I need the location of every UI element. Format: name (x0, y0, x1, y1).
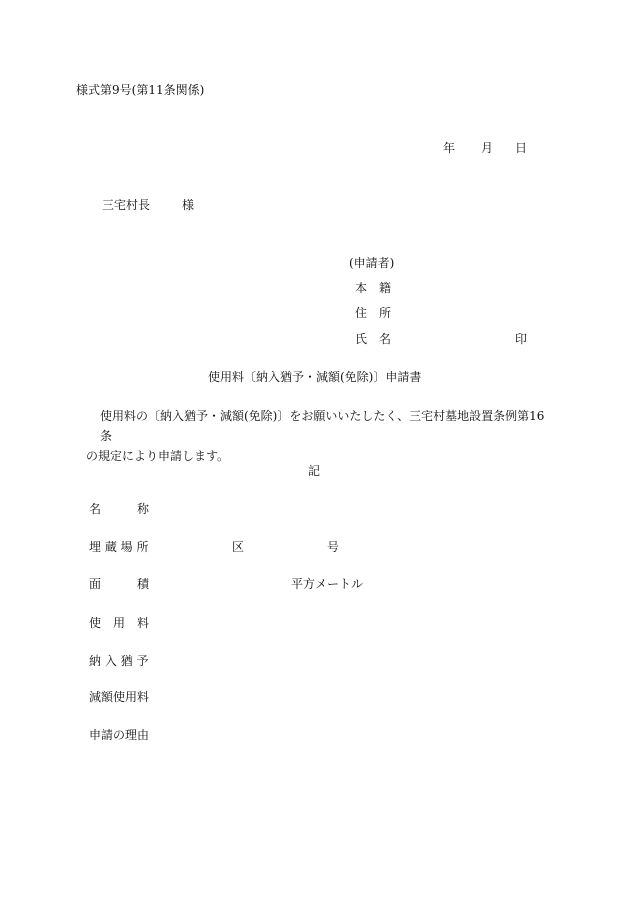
form-number: 様式第9号(第11条関係) (76, 83, 205, 97)
field-area-unit: 平方メートル (291, 577, 364, 591)
document-title: 使用料〔納入猶予・減額(免除)〕申請書 (208, 370, 422, 384)
field-reduced-fee-label: 減額使用料 (89, 690, 150, 704)
body-line-2: の規定により申請します。 (86, 449, 230, 463)
field-ku-label: 区 (232, 540, 245, 554)
field-place-label: 埋 蔵 場 所 (89, 540, 149, 554)
field-name-label: 名 称 (89, 502, 150, 516)
body-paragraph (76, 406, 556, 466)
field-fee-label: 使 用 料 (89, 616, 150, 630)
ki-heading: 記 (308, 464, 321, 478)
body-line-1: 使用料の〔納入猶予・減額(免除)〕をお願いいたしたく、三宅村墓地設置条例第16条 (100, 409, 545, 443)
date-year-label: 年 (443, 141, 456, 155)
seal-mark: 印 (515, 332, 528, 346)
field-defer-label: 納 入 猶 予 (89, 654, 149, 668)
applicant-address-label: 住 所 (355, 306, 392, 320)
addressee-name: 三宅村長 (102, 198, 151, 212)
applicant-heading: (申請者) (349, 256, 395, 270)
date-day-label: 日 (515, 141, 528, 155)
field-reason-label: 申請の理由 (89, 728, 150, 742)
applicant-honseki-label: 本 籍 (355, 281, 392, 295)
applicant-name-label: 氏 名 (355, 332, 392, 346)
field-area-label: 面 積 (89, 577, 150, 591)
date-month-label: 月 (481, 141, 494, 155)
field-go-label: 号 (327, 540, 340, 554)
addressee-honorific: 様 (182, 198, 195, 212)
